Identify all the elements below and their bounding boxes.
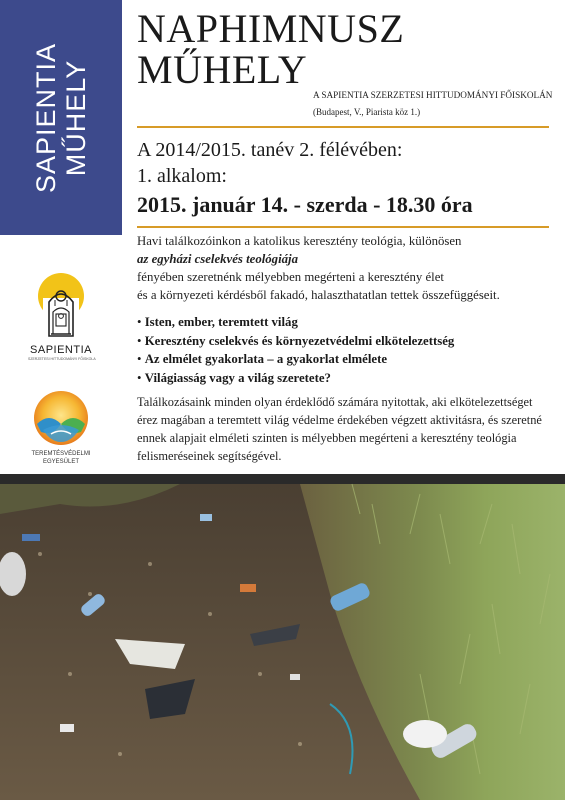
intro-paragraph bbox=[137, 232, 557, 304]
sapientia-logo bbox=[28, 272, 94, 361]
closing-line-4: felismeréseinek segítségével. bbox=[137, 449, 282, 463]
teremtesvedelmi-logo bbox=[28, 390, 94, 466]
topic-item: • Keresztény cselekvés és környezetvédelmi elkötelezettség bbox=[137, 332, 454, 351]
divider-bottom bbox=[137, 226, 549, 228]
event-date: 2015. január 14. - szerda - 18.30 óra bbox=[137, 192, 473, 217]
intro-line-1: Havi találkozóinkon a katolikus keresztény teológia, különösen bbox=[137, 234, 462, 248]
teremtesvedelmi-line-2: EGYESÜLET bbox=[42, 459, 79, 465]
school-name: A SAPIENTIA SZERZETESI HITTUDOMÁNYI FŐISKOLÁN bbox=[313, 90, 553, 100]
litter-scene bbox=[0, 474, 565, 800]
band-title bbox=[31, 3, 91, 233]
intro-line-4: és a környezeti kérdésből fakadó, halaszthatatlan tettek összefüggéseit. bbox=[137, 288, 500, 302]
divider-top bbox=[137, 126, 549, 128]
page-title-line-2: MŰHELY bbox=[137, 47, 308, 92]
term-line: A 2014/2015. tanév 2. félévében: bbox=[137, 139, 403, 161]
sapientia-logo-subtitle: SZERZETESI HITTUDOMÁNYI FŐISKOLA bbox=[28, 357, 96, 361]
littered-ground-photo bbox=[0, 474, 565, 800]
sidebar-band bbox=[0, 0, 122, 235]
school-info bbox=[313, 87, 552, 121]
page-title-line-1: NAPHIMNUSZ bbox=[137, 6, 405, 51]
school-address: (Budapest, V., Piarista köz 1.) bbox=[313, 107, 421, 117]
page-title bbox=[137, 8, 404, 90]
hands-earth-icon bbox=[33, 390, 89, 446]
topic-item: • Világiasság vagy a világ szeretete? bbox=[137, 369, 454, 388]
closing-line-3: ennek alapjait elméleti szinten is mélyebben megérteni a keresztény teológia bbox=[137, 431, 517, 445]
topic-item: • Isten, ember, teremtett világ bbox=[137, 313, 454, 332]
closing-line-2: érez magában a teremtett világ védelme érdekében végzett aktivitásra, és szeretné bbox=[137, 413, 542, 427]
madonna-seal-icon bbox=[35, 272, 87, 342]
band-title-line-2: MŰHELY bbox=[61, 59, 91, 177]
occasion-line: 1. alkalom: bbox=[137, 165, 227, 187]
sapientia-logo-name: SAPIENTIA bbox=[30, 344, 92, 356]
closing-line-1: Találkozásaink minden olyan érdeklődő számára nyitottak, aki elkötelezettséget bbox=[137, 395, 533, 409]
intro-emphasis: az egyházi cselekvés teológiája bbox=[137, 252, 298, 266]
topic-list bbox=[137, 313, 454, 387]
topic-item: • Az elmélet gyakorlata – a gyakorlat elmélete bbox=[137, 350, 454, 369]
teremtesvedelmi-line-1: TEREMTÉSVÉDELMI bbox=[31, 451, 91, 457]
intro-line-3: fényében szeretnénk mélyebben megérteni a keresztény élet bbox=[137, 270, 444, 284]
teremtesvedelmi-name bbox=[28, 450, 94, 466]
closing-paragraph bbox=[137, 393, 557, 465]
band-title-line-1: SAPIENTIA bbox=[31, 42, 61, 194]
